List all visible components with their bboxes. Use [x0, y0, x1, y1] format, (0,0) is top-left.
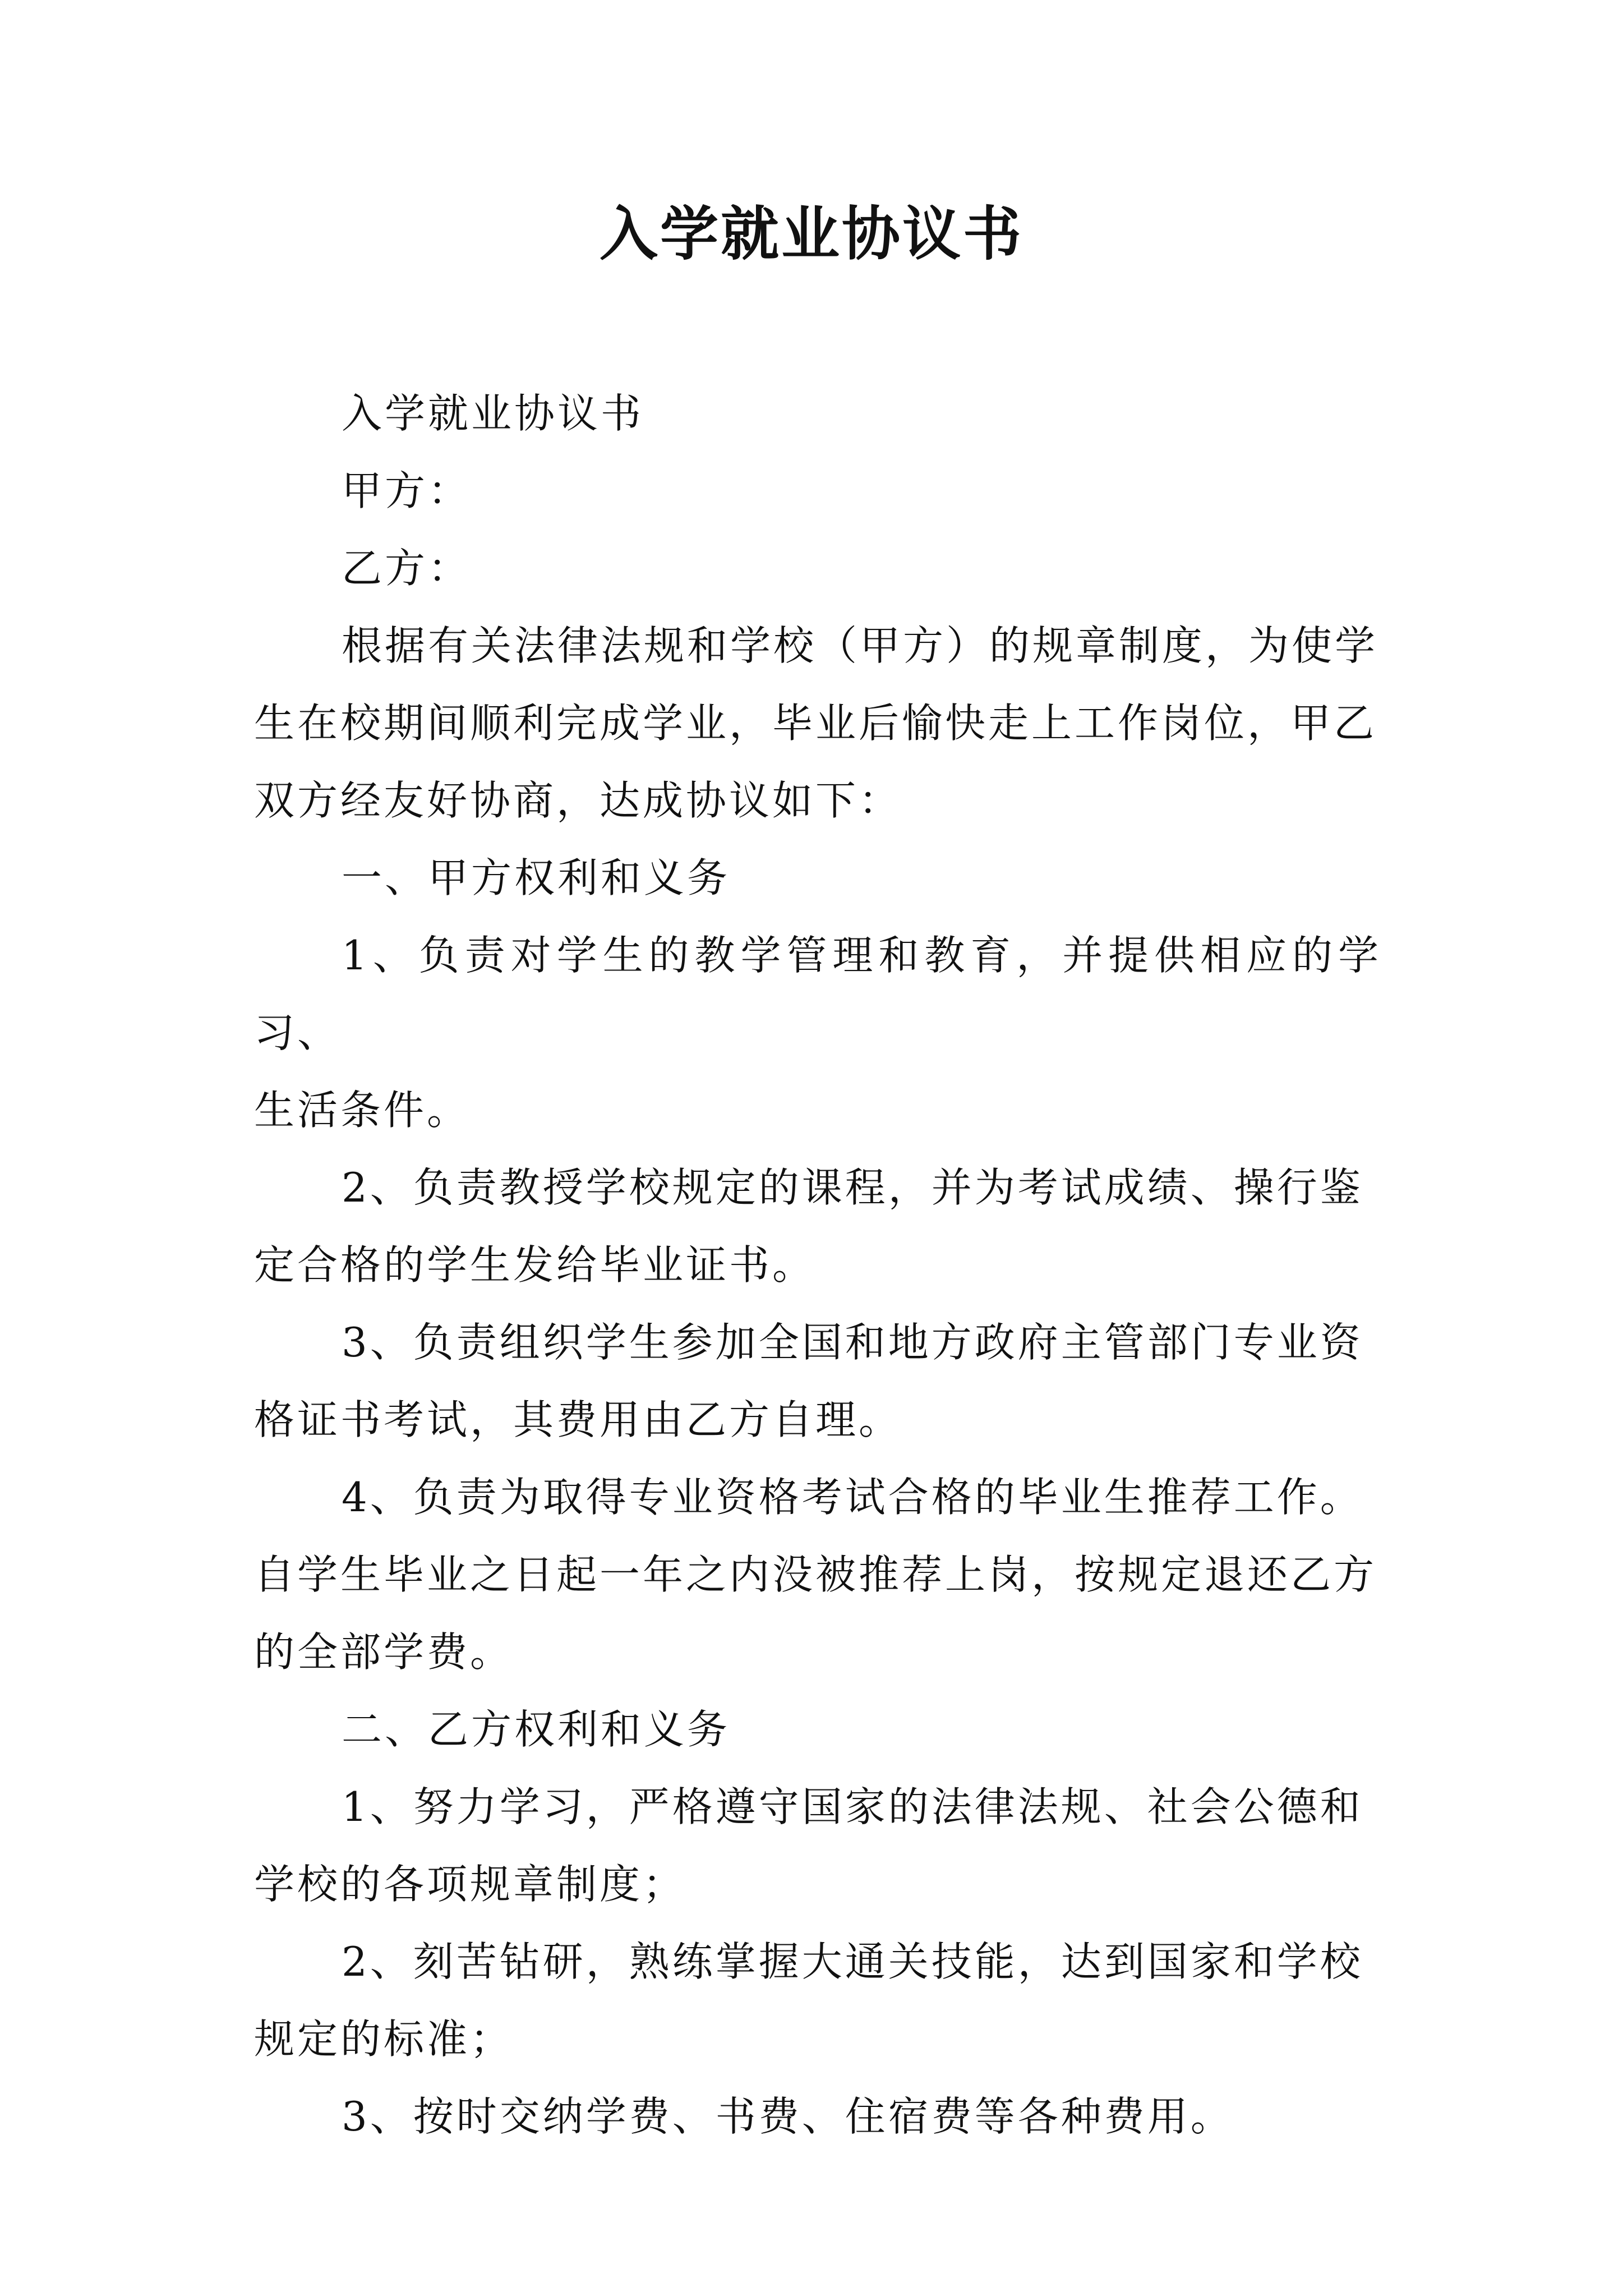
paragraph-line: 1、努力学习，严格遵守国家的法律法规、社会公德和	[342, 1783, 1363, 1830]
paragraph	[254, 1149, 1381, 1304]
paragraph-line: 生活条件。	[254, 1087, 471, 1134]
paragraph-line: 4、负责为取得专业资格考试合格的毕业生推荐工作。	[342, 1474, 1363, 1521]
paragraph-line: 根据有关法律法规和学校（甲方）的规章制度，为使学	[342, 622, 1378, 669]
paragraph-line: 甲方：	[342, 467, 472, 514]
paragraph-line: 3、负责组织学生参加全国和地方政府主管部门专业资	[342, 1319, 1363, 1366]
paragraph	[254, 607, 1381, 839]
paragraph	[254, 1304, 1381, 1458]
paragraph	[254, 1458, 1381, 1691]
paragraph	[254, 1923, 1381, 2078]
paragraph-line: 生在校期间顺利完成学业，毕业后愉快走上工作岗位，甲乙	[254, 700, 1377, 747]
paragraph-line: 规定的标准；	[254, 2016, 514, 2063]
paragraph	[254, 2078, 1381, 2155]
paragraph	[254, 452, 1381, 530]
paragraph	[254, 1691, 1381, 1768]
paragraph-line: 定合格的学生发给毕业证书。	[254, 1241, 816, 1289]
paragraph-line: 自学生毕业之日起一年之内没被推荐上岗，按规定退还乙方	[254, 1551, 1377, 1598]
paragraph	[254, 917, 1381, 1149]
paragraph-line: 二、乙方权利和义务	[342, 1706, 731, 1753]
paragraph-line: 的全部学费。	[254, 1628, 514, 1676]
paragraph-line: 学校的各项规章制度；	[254, 1861, 686, 1908]
paragraph	[254, 375, 1381, 452]
paragraph-line: 2、负责教授学校规定的课程，并为考试成绩、操行鉴	[342, 1164, 1363, 1211]
paragraph-line: 一、甲方权利和义务	[342, 854, 731, 901]
paragraph-line: 1、负责对学生的教学管理和教育，并提供相应的学习、	[254, 932, 1381, 1056]
paragraph-line: 格证书考试，其费用由乙方自理。	[254, 1396, 902, 1443]
document-title: 入学就业协议书	[599, 200, 1023, 268]
paragraph	[254, 839, 1381, 917]
paragraph	[254, 530, 1381, 607]
document-body	[254, 375, 1381, 2155]
paragraph-line: 双方经友好协商，达成协议如下：	[254, 777, 902, 824]
paragraph-line: 入学就业协议书	[342, 390, 644, 437]
paragraph-line: 乙方：	[342, 545, 472, 592]
paragraph-line: 2、刻苦钻研，熟练掌握大通关技能，达到国家和学校	[342, 1938, 1363, 1985]
paragraph-line: 3、按时交纳学费、书费、住宿费等各种费用。	[342, 2093, 1234, 2140]
paragraph	[254, 1768, 1381, 1923]
